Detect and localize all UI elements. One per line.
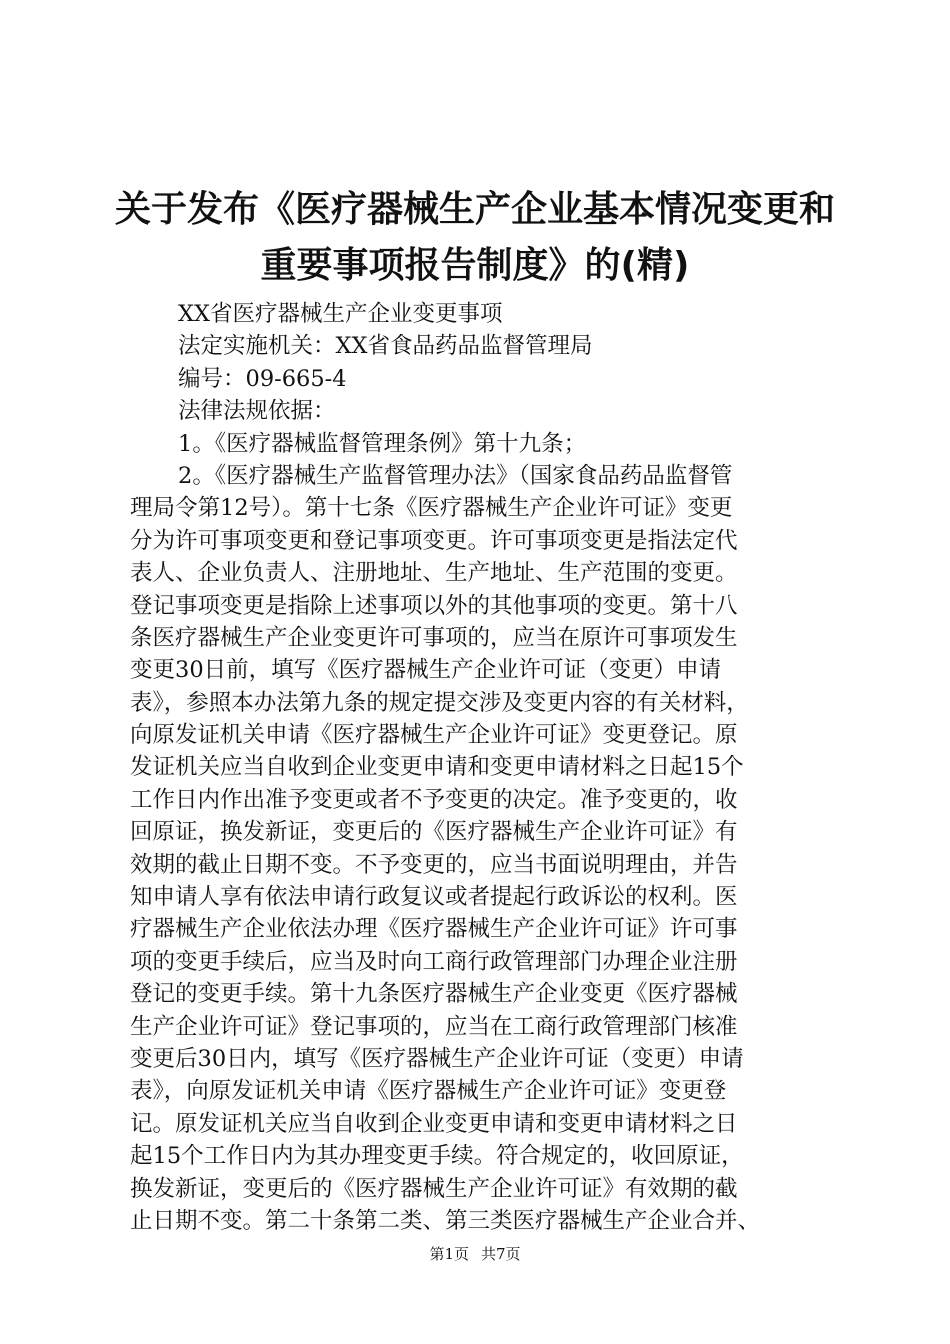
body-line: 登记的变更手续。第十九条医疗器械生产企业变更《医疗器械 <box>130 981 738 1008</box>
body-line: 变更30日前，填写《医疗器械生产企业许可证（变更）申请 <box>130 657 722 684</box>
body-line: 项的变更手续后，应当及时向工商行政管理部门办理企业注册 <box>130 948 738 975</box>
body-line: XX省医疗器械生产企业变更事项 <box>178 301 503 327</box>
body-line: 知申请人享有依法申请行政复议或者提起行政诉讼的权利。医 <box>130 884 738 911</box>
page-number: 第1页 <box>429 1245 469 1263</box>
body-line: 向原发证机关申请《医疗器械生产企业许可证》变更登记。原 <box>130 722 738 749</box>
body-line: 起15个工作日内为其办理变更手续。符合规定的，收回原证， <box>130 1143 744 1170</box>
body-line: 效期的截止日期不变。不予变更的，应当书面说明理由，并告 <box>130 851 738 878</box>
body-line: 登记事项变更是指除上述事项以外的其他事项的变更。第十八 <box>130 592 738 619</box>
document-title-line-2: 重要事项报告制度》的(精) <box>260 245 690 286</box>
body-line: 工作日内作出准予变更或者不予变更的决定。准予变更的，收 <box>130 786 738 813</box>
body-line: 编号：09-665-4 <box>178 365 347 392</box>
body-line: 变更后30日内，填写《医疗器械生产企业许可证（变更）申请 <box>130 1045 744 1072</box>
body-line: 记。原发证机关应当自收到企业变更申请和变更申请材料之日 <box>130 1110 738 1137</box>
body-line: 1。《医疗器械监督管理条例》第十九条； <box>178 430 587 457</box>
body-line: 表人、企业负责人、注册地址、生产地址、生产范围的变更。 <box>130 560 738 587</box>
body-line: 表》，向原发证机关申请《医疗器械生产企业许可证》变更登 <box>130 1078 727 1105</box>
body-line: 法定实施机关：XX省食品药品监督管理局 <box>178 333 593 360</box>
body-line: 止日期不变。第二十条第二类、第三类医疗器械生产企业合并、 <box>130 1207 761 1234</box>
document-body <box>130 298 828 1237</box>
page-footer <box>0 1244 950 1264</box>
body-line: 生产企业许可证》登记事项的，应当在工商行政管理部门核准 <box>130 1013 738 1040</box>
document-title-line-1: 关于发布《医疗器械生产企业基本情况变更和 <box>114 189 835 230</box>
body-line: 换发新证，变更后的《医疗器械生产企业许可证》有效期的截 <box>130 1175 738 1202</box>
body-line: 发证机关应当自收到企业变更申请和变更申请材料之日起15个 <box>130 754 744 781</box>
page-total: 共7页 <box>481 1245 521 1263</box>
body-line: 条医疗器械生产企业变更许可事项的，应当在原许可事项发生 <box>130 624 738 651</box>
body-line: 法律法规依据： <box>178 398 336 425</box>
body-line: 理局令第12号）。第十七条《医疗器械生产企业许可证》变更 <box>130 495 733 522</box>
body-line: 2。《医疗器械生产监督管理办法》（国家食品药品监督管 <box>178 462 733 489</box>
body-line: 回原证，换发新证，变更后的《医疗器械生产企业许可证》有 <box>130 819 738 846</box>
body-line: 表》，参照本办法第九条的规定提交涉及变更内容的有关材料， <box>130 689 749 716</box>
body-line: 分为许可事项变更和登记事项变更。许可事项变更是指法定代 <box>130 527 738 554</box>
body-line: 疗器械生产企业依法办理《医疗器械生产企业许可证》许可事 <box>130 916 738 943</box>
